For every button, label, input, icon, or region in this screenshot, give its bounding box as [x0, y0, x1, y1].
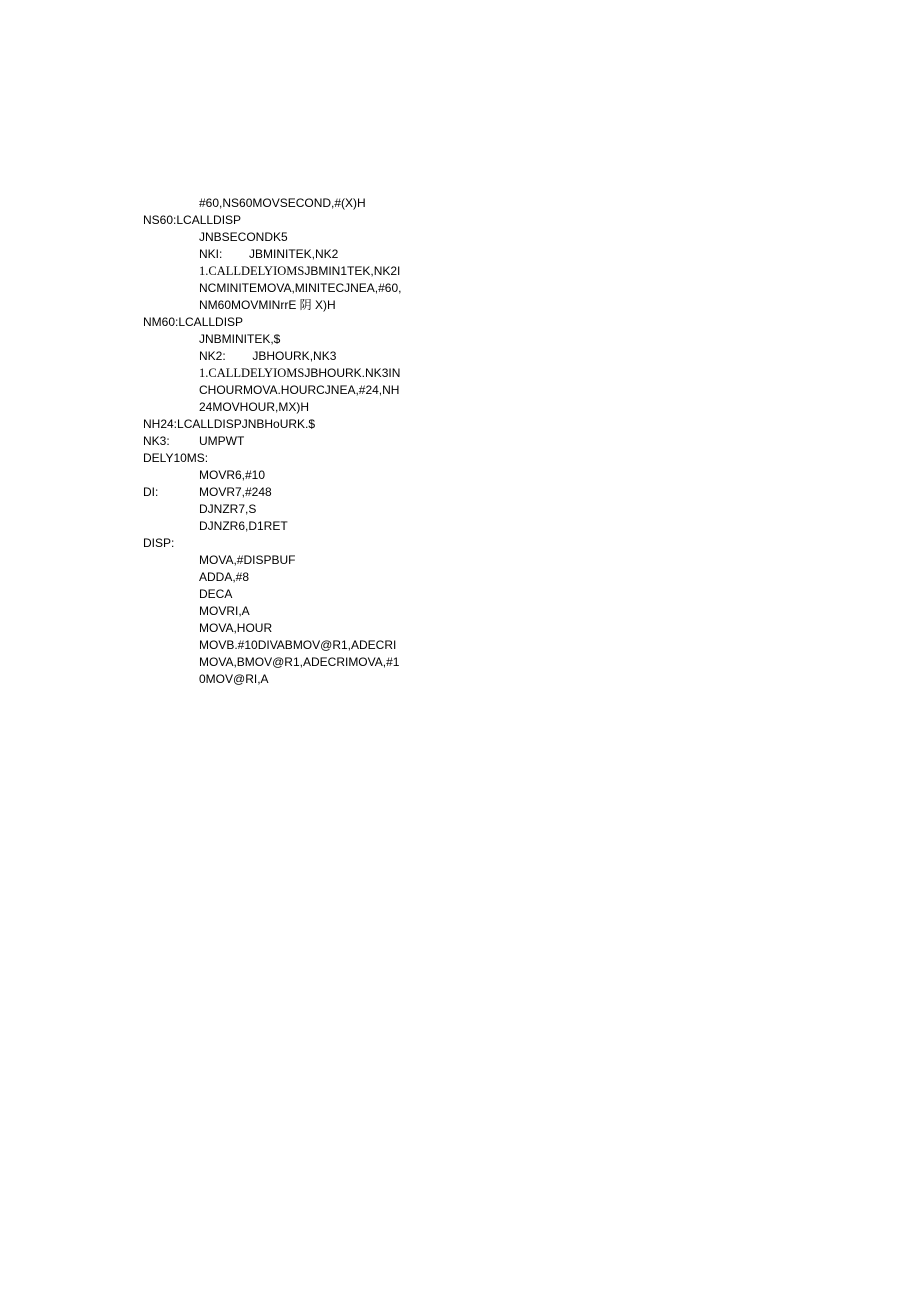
code-text: JNBSECONDK5 [199, 230, 288, 244]
label-line-text: NS60:LCALLDISP [143, 213, 242, 227]
code-text: UMPWT [199, 434, 245, 448]
code-line [143, 450, 463, 467]
code-line [143, 501, 463, 518]
code-line [143, 399, 463, 416]
code-text-serif: 1.CALLDELYIOMS [199, 264, 305, 278]
code-text: NKI: JBMINITEK,NK2 [199, 247, 339, 261]
code-line [143, 552, 463, 569]
code-text: MOVA,HOUR [199, 621, 273, 635]
code-line [143, 297, 463, 314]
code-line [143, 603, 463, 620]
code-text: 24MOVHOUR,MX)H [199, 400, 310, 414]
code-text: 0MOV@RI,A [199, 672, 269, 686]
code-text: ADDA,#8 [199, 570, 250, 584]
code-text [199, 365, 400, 382]
line-label: DI: [143, 485, 159, 499]
code-line [143, 365, 463, 382]
code-text: NK2: JBHOURK,NK3 [199, 349, 337, 363]
code-line [143, 416, 463, 433]
code-line [143, 586, 463, 603]
code-line [143, 671, 463, 688]
code-text: MOVA,BMOV@R1,ADECRIMOVA,#1 [199, 655, 400, 669]
label-line-text: DISP: [143, 536, 175, 550]
code-text: NM60MOVMINrrE 阴 X)H [199, 298, 336, 312]
code-text: DJNZR7,S [199, 502, 257, 516]
code-line [143, 518, 463, 535]
code-text: MOVRI,A [199, 604, 250, 618]
code-text: MOVA,#DISPBUF [199, 553, 296, 567]
code-line [143, 569, 463, 586]
line-label: NK3: [143, 434, 170, 448]
code-text: NCMINITEMOVA,MINITECJNEA,#60, [199, 281, 402, 295]
code-text: MOVB.#10DIVABMOV@R1,ADECRI [199, 638, 397, 652]
code-line [143, 195, 463, 212]
code-line [143, 382, 463, 399]
code-line [143, 654, 463, 671]
assembly-listing [143, 195, 463, 688]
code-text: #60,NS60MOVSECOND,#(X)H [199, 196, 366, 210]
code-line [143, 314, 463, 331]
code-text: DJNZR6,D1RET [199, 519, 288, 533]
label-line-text: NM60:LCALLDISP [143, 315, 244, 329]
code-text: CHOURMOVA.HOURCJNEA,#24,NH [199, 383, 400, 397]
code-line [143, 280, 463, 297]
label-line-text: NH24:LCALLDISPJNBHoURK.$ [143, 417, 316, 431]
code-text-rest: JBMIN1TEK,NK2I [304, 264, 401, 278]
code-text: DECA [199, 587, 233, 601]
code-text-serif: 1.CALLDELYIOMS [199, 366, 305, 380]
code-line [143, 263, 463, 280]
code-line [143, 637, 463, 654]
code-line [143, 467, 463, 484]
code-line [143, 212, 463, 229]
label-line-text: DELY10MS: [143, 451, 209, 465]
code-line [143, 246, 463, 263]
code-line [143, 348, 463, 365]
code-text: JNBMINITEK,$ [199, 332, 281, 346]
code-text: MOVR7,#248 [199, 485, 272, 499]
code-line [143, 620, 463, 637]
code-line [143, 229, 463, 246]
code-text-rest: JBHOURK.NK3IN [304, 366, 401, 380]
code-line [143, 535, 463, 552]
code-text: MOVR6,#10 [199, 468, 266, 482]
code-line [143, 331, 463, 348]
code-text [199, 263, 400, 280]
code-line [143, 484, 463, 501]
code-line [143, 433, 463, 450]
